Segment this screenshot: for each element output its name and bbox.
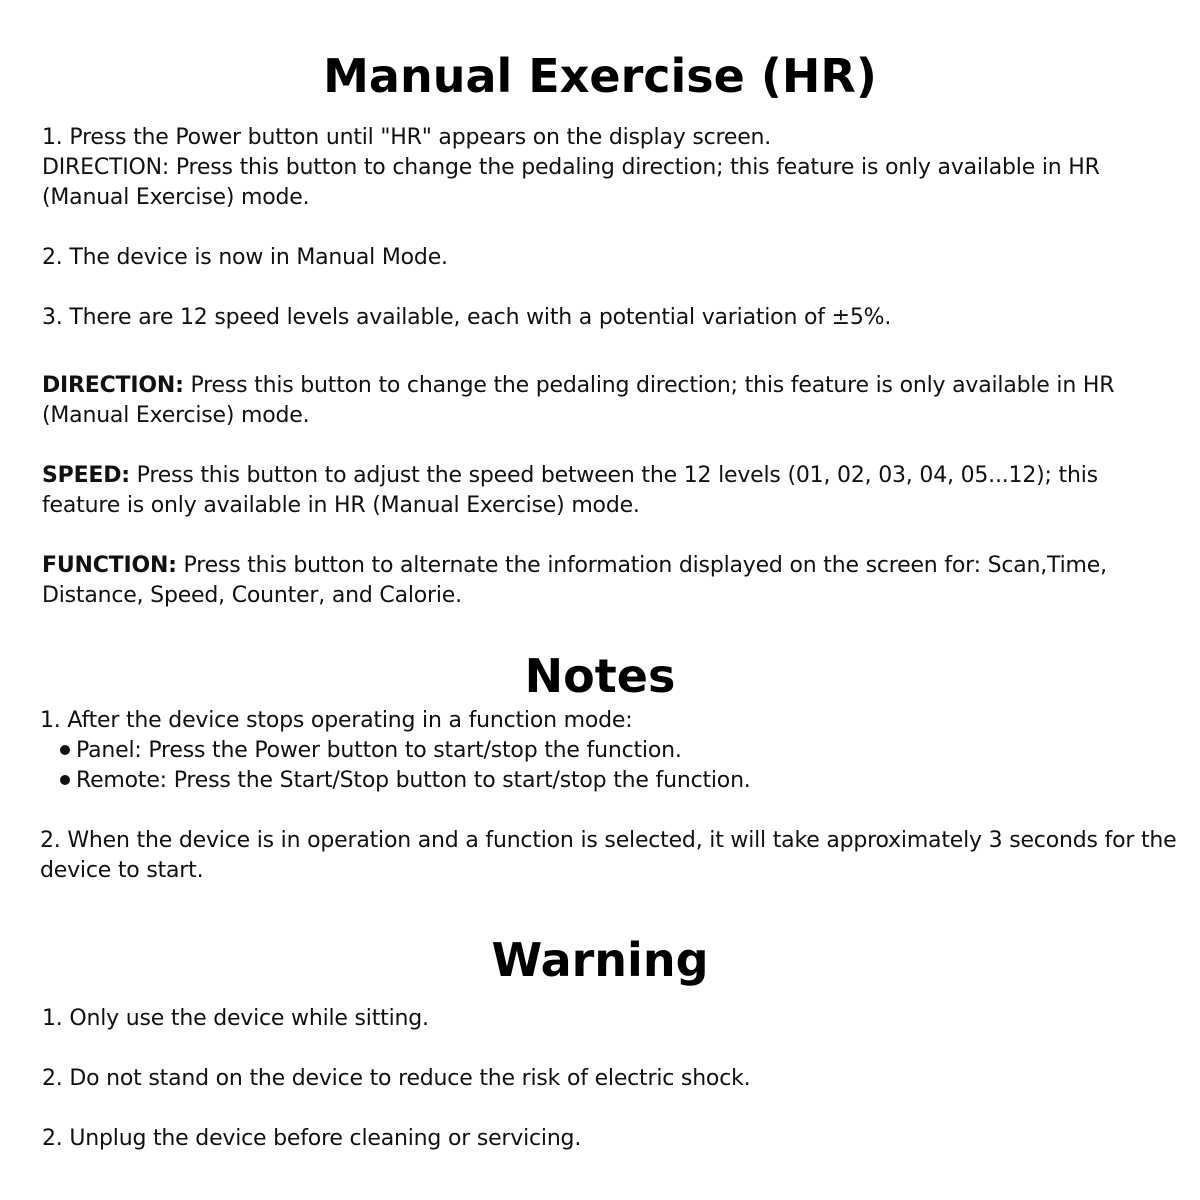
notes-bullet-panel xyxy=(40,736,1180,766)
manual-step-1-text: 1. Press the Power button until "HR" appears on the display screen. xyxy=(42,125,772,150)
function-description xyxy=(42,551,1182,611)
bullet-icon xyxy=(60,745,70,755)
speed-label: SPEED: xyxy=(42,463,130,488)
notes-bullet-remote-text: Remote: Press the Start/Stop button to start/stop the function. xyxy=(76,768,751,793)
manual-step-1 xyxy=(42,123,1182,213)
notes-item-1 xyxy=(40,706,1180,796)
warning-item-3: 2. Unplug the device before cleaning or servicing. xyxy=(42,1126,582,1151)
manual-exercise-title: Manual Exercise (HR) xyxy=(323,49,877,103)
function-text: Press this button to alternate the information displayed on the screen for: Scan,Time, Distance, Speed, Counter, and Calorie. xyxy=(42,553,1107,608)
manual-step-2: 2. The device is now in Manual Mode. xyxy=(42,245,448,270)
warning-title: Warning xyxy=(491,933,709,987)
notes-bullet-remote xyxy=(40,766,1180,796)
manual-step-1-direction: DIRECTION: Press this button to change the pedaling direction; this feature is only available in HR (Manual Exercise) mode. xyxy=(42,155,1100,210)
manual-step-3: 3. There are 12 speed levels available, each with a potential variation of ±5%. xyxy=(42,305,892,330)
direction-label: DIRECTION: xyxy=(42,373,184,398)
direction-description xyxy=(42,371,1182,431)
function-label: FUNCTION: xyxy=(42,553,177,578)
notes-bullet-panel-text: Panel: Press the Power button to start/stop the function. xyxy=(76,738,682,763)
speed-text: Press this button to adjust the speed between the 12 levels (01, 02, 03, 04, 05...12); this feature is only available in HR (Manual Exercise) mode. xyxy=(42,463,1098,518)
speed-description xyxy=(42,461,1182,521)
warning-item-2: 2. Do not stand on the device to reduce the risk of electric shock. xyxy=(42,1066,751,1091)
bullet-icon xyxy=(60,775,70,785)
notes-title: Notes xyxy=(524,649,676,703)
direction-text: Press this button to change the pedaling direction; this feature is only available in HR (Manual Exercise) mode. xyxy=(42,373,1115,428)
warning-item-1: 1. Only use the device while sitting. xyxy=(42,1006,429,1031)
notes-item-2: 2. When the device is in operation and a function is selected, it will take approximately 3 seconds for the device to start. xyxy=(40,828,1177,883)
notes-item-1-text: 1. After the device stops operating in a function mode: xyxy=(40,708,633,733)
